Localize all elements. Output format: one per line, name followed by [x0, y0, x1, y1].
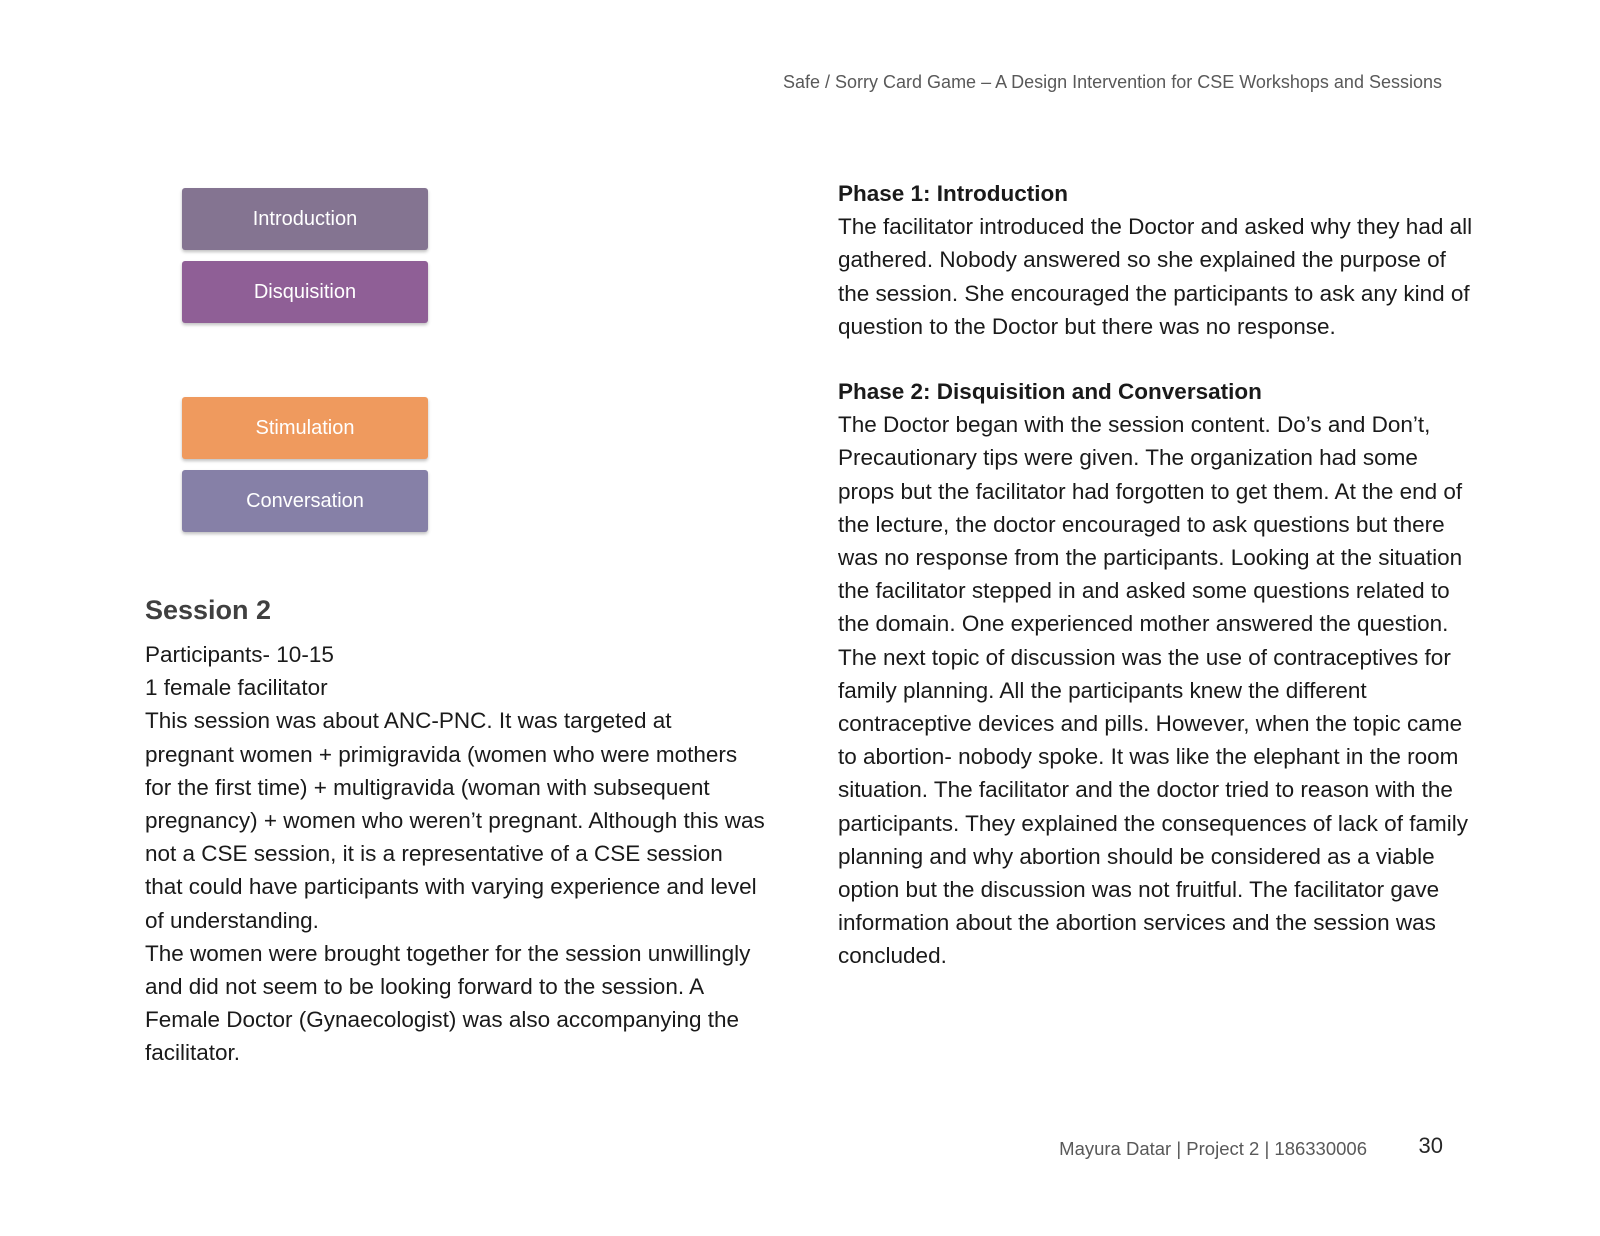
phase-2-text: The Doctor began with the session content. Do’s and Don’t, Precautionary tips were given. The organization had some props but the facilitator had forgotten to get them. At the end of the lecture, the doctor encouraged to ask questions but there was no response from the participants. Looking at the situation the facilitator stepped in and asked some questions related to the domain. One experienced mother answered the question. The next topic of discussion was the use of contraceptives for family planning. All the participants knew the different contraceptive devices and pills. However, when the topic came to abortion- nobody spoke. It was like the elephant in the room situation. The facilitator and the doctor tried to reason with the participants. They explained the consequences of lack of family planning and why abortion should be considered as a viable option but the discussion was not fruitful. The facilitator gave information about the abortion services and the session was concluded. [838, 412, 1468, 969]
phase-box-label: Stimulation [255, 416, 355, 439]
page-number: 30 [1418, 1133, 1443, 1158]
phase-box-label: Disquisition [253, 280, 357, 303]
footer-author-line: Mayura Datar | Project 2 | 186330006 [1059, 1138, 1367, 1159]
phase-box-conversation [182, 470, 428, 532]
phase-box-introduction [182, 188, 428, 250]
phase-box-label: Conversation [246, 489, 364, 512]
phase-box-stimulation [182, 397, 428, 459]
session-title: Session 2 [145, 595, 272, 625]
phases-section [838, 177, 1478, 973]
phase-2-block [838, 375, 1478, 973]
phase-2-heading: Phase 2: Disquisition and Conversation [838, 379, 1262, 405]
phase-box-disquisition [182, 261, 428, 323]
session-participants: Participants- 10-15 [145, 642, 334, 667]
phase-1-block [838, 177, 1478, 343]
phase-box-label: Introduction [252, 207, 358, 230]
phase-1-heading: Phase 1: Introduction [838, 181, 1069, 206]
session-section [145, 592, 765, 1070]
running-header: Safe / Sorry Card Game – A Design Intervention for CSE Workshops and Sessions [783, 72, 1442, 92]
session-facilitator: 1 female facilitator [145, 675, 328, 701]
session-description: This session was about ANC-PNC. It was targeted at pregnant women + primigravida (women who were mothers for the first time) + multigravida (woman with subsequent pregnancy) + women who weren’t pregnant. Although this was not a CSE session, it is a representative of a CSE session that could have participants with varying experience and level of understanding. [145, 708, 765, 933]
phase-1-text: The facilitator introduced the Doctor and asked why they had all gathered. Nobody answered so she explained the purpose of the session. She encouraged the participants to ask any kind of question to the Doctor but there was no response. [838, 214, 1473, 339]
session-context: The women were brought together for the session unwillingly and did not seem to be looking forward to the session. A Female Doctor (Gynaecologist) was also accompanying the facilitator. [145, 940, 751, 1066]
